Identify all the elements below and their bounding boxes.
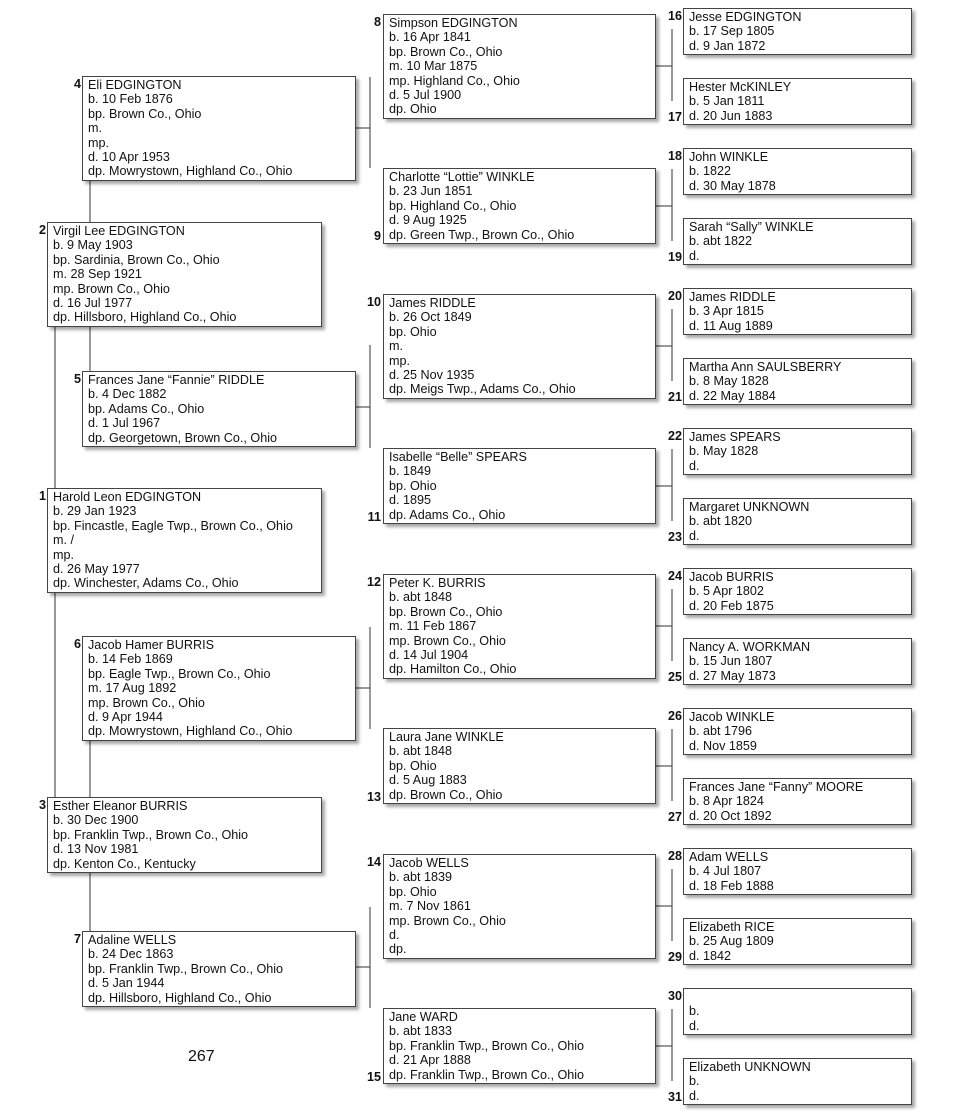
person-name — [689, 990, 911, 1004]
person-name: Frances Jane “Fanny” MOORE — [689, 780, 864, 794]
person-name: Jacob WELLS — [389, 856, 469, 870]
person-number: 14 — [366, 855, 381, 869]
death-date: d. 21 Apr 1888 — [389, 1053, 471, 1068]
person-number: 16 — [667, 9, 682, 23]
person-box-7 — [82, 931, 356, 1007]
person-number: 30 — [667, 989, 682, 1003]
birth-place: bp. Ohio — [389, 324, 437, 339]
death-date: d. 9 Aug 1925 — [389, 213, 467, 228]
marriage-date: m. — [88, 121, 102, 136]
person-name: John WINKLE — [689, 150, 769, 164]
death-place: dp. Georgetown, Brown Co., Ohio — [88, 430, 278, 445]
person-box-20 — [683, 288, 912, 335]
person-name: Martha Ann SAULSBERRY — [689, 360, 842, 374]
death-date: d. 20 Oct 1892 — [689, 808, 772, 823]
person-number: 5 — [73, 372, 81, 386]
death-date: d. 10 Apr 1953 — [88, 150, 170, 165]
death-date: d. 11 Aug 1889 — [689, 318, 773, 333]
death-place: dp. Mowrystown, Highland Co., Ohio — [88, 724, 293, 739]
death-date: d. 20 Jun 1883 — [689, 108, 773, 123]
person-number: 9 — [373, 229, 381, 243]
birth-place: bp. Adams Co., Ohio — [88, 401, 205, 416]
person-name: Adaline WELLS — [88, 933, 177, 947]
person-box-25 — [683, 638, 912, 685]
birth-date: b. abt 1848 — [389, 590, 453, 605]
birth-date: b. 10 Feb 1876 — [88, 92, 173, 107]
person-number: 10 — [366, 295, 381, 309]
birth-place: bp. Franklin Twp., Brown Co., Ohio — [88, 961, 284, 976]
person-box-8 — [383, 14, 656, 119]
birth-date: b. abt 1796 — [689, 724, 753, 739]
death-date: d. 25 Nov 1935 — [389, 368, 475, 383]
death-place: dp. Green Twp., Brown Co., Ohio — [389, 227, 575, 242]
person-number: 13 — [366, 790, 381, 804]
birth-date: b. 8 May 1828 — [689, 374, 769, 389]
death-date: d. 26 May 1977 — [53, 562, 140, 577]
person-name: Peter K. BURRIS — [389, 576, 486, 590]
marriage-date: m. 28 Sep 1921 — [53, 267, 142, 282]
birth-date: b. 9 May 1903 — [53, 238, 133, 253]
person-number: 15 — [366, 1070, 381, 1084]
person-name: Elizabeth RICE — [689, 920, 775, 934]
person-number: 25 — [667, 670, 682, 684]
person-name: James RIDDLE — [389, 296, 476, 310]
birth-date: b. 14 Feb 1869 — [88, 652, 173, 667]
person-number: 24 — [667, 569, 682, 583]
birth-place: bp. Ohio — [389, 478, 437, 493]
marriage-date: m. 7 Nov 1861 — [389, 899, 471, 914]
marriage-place: mp. — [88, 135, 109, 150]
person-number: 11 — [367, 510, 381, 524]
birth-place: bp. Franklin Twp., Brown Co., Ohio — [53, 827, 249, 842]
person-name: Jane WARD — [389, 1010, 458, 1024]
person-box-2 — [47, 222, 322, 327]
page-number: 267 — [188, 1048, 215, 1065]
death-place: dp. Hillsboro, Highland Co., Ohio — [88, 990, 272, 1005]
death-place: dp. Ohio — [389, 102, 437, 117]
death-place: dp. Franklin Twp., Brown Co., Ohio — [389, 1067, 585, 1082]
marriage-place: mp. Brown Co., Ohio — [53, 281, 170, 296]
death-date: d. 13 Nov 1981 — [53, 842, 139, 857]
person-box-23 — [683, 498, 912, 545]
person-name: Charlotte “Lottie” WINKLE — [389, 170, 535, 184]
death-date: d. — [689, 528, 700, 543]
birth-date: b. 29 Jan 1923 — [53, 504, 137, 519]
person-box-6 — [82, 636, 356, 741]
person-name: Simpson EDGINGTON — [389, 16, 518, 30]
birth-date: b. 1822 — [689, 164, 732, 179]
birth-date: b. 4 Dec 1882 — [88, 387, 167, 402]
person-name: Harold Leon EDGINGTON — [53, 490, 202, 504]
person-box-17 — [683, 78, 912, 125]
death-place: dp. Hamilton Co., Ohio — [389, 662, 517, 677]
death-place: dp. — [389, 942, 407, 957]
person-name: Jesse EDGINGTON — [689, 10, 802, 24]
death-place: dp. Hillsboro, Highland Co., Ohio — [53, 310, 237, 325]
marriage-date: m. 11 Feb 1867 — [389, 619, 477, 634]
birth-date: b. 5 Apr 1802 — [689, 584, 764, 599]
person-name: Laura Jane WINKLE — [389, 730, 504, 744]
person-number: 17 — [667, 110, 682, 124]
person-number: 4 — [73, 77, 81, 91]
person-box-12 — [383, 574, 656, 679]
person-box-29 — [683, 918, 912, 965]
birth-date: b. 24 Dec 1863 — [88, 947, 174, 962]
birth-place: bp. Brown Co., Ohio — [88, 106, 202, 121]
birth-date: b. 30 Dec 1900 — [53, 813, 139, 828]
birth-date: b. 23 Jun 1851 — [389, 184, 473, 199]
death-place: dp. Adams Co., Ohio — [389, 507, 506, 522]
death-date: d. 1842 — [689, 948, 732, 963]
person-number: 2 — [38, 223, 46, 237]
person-box-26 — [683, 708, 912, 755]
person-number: 20 — [667, 289, 682, 303]
death-date: d. 20 Feb 1875 — [689, 598, 774, 613]
birth-date: b. — [689, 1074, 700, 1089]
person-number: 1 — [38, 489, 46, 503]
person-box-18 — [683, 148, 912, 195]
person-box-30 — [683, 988, 912, 1035]
death-date: d. 9 Apr 1944 — [88, 710, 163, 725]
person-name: Elizabeth UNKNOWN — [689, 1060, 811, 1074]
person-box-11 — [383, 448, 656, 524]
person-name: Adam WELLS — [689, 850, 769, 864]
person-name: Hester McKINLEY — [689, 80, 792, 94]
birth-date: b. 16 Apr 1841 — [389, 30, 471, 45]
person-box-10 — [383, 294, 656, 399]
person-name: Jacob BURRIS — [689, 570, 774, 584]
death-place: dp. Mowrystown, Highland Co., Ohio — [88, 164, 293, 179]
person-number: 8 — [373, 15, 381, 29]
birth-date: b. 15 Jun 1807 — [689, 654, 773, 669]
death-date: d. — [689, 1018, 700, 1033]
person-name: Eli EDGINGTON — [88, 78, 182, 92]
death-date: d. 9 Jan 1872 — [689, 38, 766, 53]
death-date: d. 1 Jul 1967 — [88, 416, 161, 431]
death-date: d. 1895 — [389, 493, 432, 508]
marriage-date: m. — [389, 339, 403, 354]
person-box-4 — [82, 76, 356, 181]
death-date: d. 18 Feb 1888 — [689, 878, 774, 893]
person-box-21 — [683, 358, 912, 405]
birth-date: b. 1849 — [389, 464, 432, 479]
marriage-date: m. / — [53, 533, 74, 548]
birth-date: b. abt 1820 — [689, 514, 753, 529]
person-box-24 — [683, 568, 912, 615]
birth-date: b. 26 Oct 1849 — [389, 310, 472, 325]
marriage-place: mp. — [389, 353, 410, 368]
birth-place: bp. Ohio — [389, 884, 437, 899]
death-date: d. 14 Jul 1904 — [389, 648, 469, 663]
death-date: d. 22 May 1884 — [689, 388, 776, 403]
person-number: 7 — [73, 932, 81, 946]
birth-date: b. — [689, 1004, 700, 1019]
person-name: James SPEARS — [689, 430, 781, 444]
person-number: 21 — [667, 390, 682, 404]
marriage-place: mp. Highland Co., Ohio — [389, 73, 520, 88]
marriage-date: m. 10 Mar 1875 — [389, 59, 478, 74]
death-date: d. — [689, 248, 700, 263]
marriage-place: mp. Brown Co., Ohio — [389, 913, 506, 928]
person-box-15 — [383, 1008, 656, 1084]
person-number: 26 — [667, 709, 682, 723]
birth-date: b. abt 1839 — [389, 870, 453, 885]
birth-date: b. abt 1833 — [389, 1024, 453, 1039]
birth-place: bp. Sardinia, Brown Co., Ohio — [53, 252, 220, 267]
birth-date: b. abt 1848 — [389, 744, 453, 759]
person-name: Virgil Lee EDGINGTON — [53, 224, 185, 238]
birth-date: b. 4 Jul 1807 — [689, 864, 762, 879]
birth-place: bp. Brown Co., Ohio — [389, 604, 503, 619]
person-name: Isabelle “Belle” SPEARS — [389, 450, 527, 464]
person-name: Jacob Hamer BURRIS — [88, 638, 214, 652]
person-number: 29 — [667, 950, 682, 964]
person-box-14 — [383, 854, 656, 959]
person-box-16 — [683, 8, 912, 55]
death-place: dp. Brown Co., Ohio — [389, 787, 503, 802]
death-date: d. 5 Jul 1900 — [389, 88, 462, 103]
death-date: d. 27 May 1873 — [689, 668, 776, 683]
birth-place: bp. Ohio — [389, 758, 437, 773]
birth-date: b. 5 Jan 1811 — [689, 94, 765, 109]
person-box-22 — [683, 428, 912, 475]
birth-place: bp. Fincastle, Eagle Twp., Brown Co., Ohio — [53, 518, 293, 533]
person-box-31 — [683, 1058, 912, 1105]
marriage-place: mp. Brown Co., Ohio — [389, 633, 506, 648]
person-number: 23 — [667, 530, 682, 544]
person-name: Frances Jane “Fannie” RIDDLE — [88, 373, 265, 387]
person-number: 31 — [667, 1090, 682, 1104]
death-date: d. — [389, 928, 400, 943]
person-number: 18 — [667, 149, 682, 163]
person-box-27 — [683, 778, 912, 825]
marriage-place: mp. — [53, 547, 74, 562]
death-place: dp. Kenton Co., Kentucky — [53, 856, 196, 871]
person-box-5 — [82, 371, 356, 447]
birth-place: bp. Eagle Twp., Brown Co., Ohio — [88, 666, 271, 681]
birth-date: b. 8 Apr 1824 — [689, 794, 764, 809]
marriage-date: m. 17 Aug 1892 — [88, 681, 177, 696]
birth-place: bp. Highland Co., Ohio — [389, 198, 517, 213]
death-date: d. Nov 1859 — [689, 738, 757, 753]
birth-date: b. 3 Apr 1815 — [689, 304, 764, 319]
death-date: d. 16 Jul 1977 — [53, 296, 133, 311]
person-box-13 — [383, 728, 656, 804]
death-date: d. 5 Jan 1944 — [88, 976, 165, 991]
death-place: dp. Meigs Twp., Adams Co., Ohio — [389, 382, 576, 397]
person-number: 12 — [366, 575, 381, 589]
birth-date: b. 25 Aug 1809 — [689, 934, 774, 949]
person-number: 3 — [38, 798, 46, 812]
person-box-3 — [47, 797, 322, 873]
person-name: Sarah “Sally” WINKLE — [689, 220, 814, 234]
death-date: d. — [689, 1088, 700, 1103]
person-number: 6 — [73, 637, 81, 651]
person-name: Esther Eleanor BURRIS — [53, 799, 188, 813]
death-place: dp. Winchester, Adams Co., Ohio — [53, 576, 239, 591]
person-number: 27 — [667, 810, 682, 824]
birth-date: b. May 1828 — [689, 444, 759, 459]
death-date: d. 30 May 1878 — [689, 178, 776, 193]
birth-date: b. abt 1822 — [689, 234, 753, 249]
death-date: d. — [689, 458, 700, 473]
person-name: Margaret UNKNOWN — [689, 500, 810, 514]
person-name: Nancy A. WORKMAN — [689, 640, 811, 654]
person-box-9 — [383, 168, 656, 244]
marriage-place: mp. Brown Co., Ohio — [88, 695, 205, 710]
person-number: 28 — [667, 849, 682, 863]
person-name: James RIDDLE — [689, 290, 776, 304]
person-number: 22 — [667, 429, 682, 443]
birth-place: bp. Franklin Twp., Brown Co., Ohio — [389, 1038, 585, 1053]
person-box-28 — [683, 848, 912, 895]
birth-date: b. 17 Sep 1805 — [689, 24, 775, 39]
death-date: d. 5 Aug 1883 — [389, 773, 467, 788]
person-number: 19 — [667, 250, 682, 264]
person-name: Jacob WINKLE — [689, 710, 775, 724]
person-box-1 — [47, 488, 322, 593]
birth-place: bp. Brown Co., Ohio — [389, 44, 503, 59]
person-box-19 — [683, 218, 912, 265]
